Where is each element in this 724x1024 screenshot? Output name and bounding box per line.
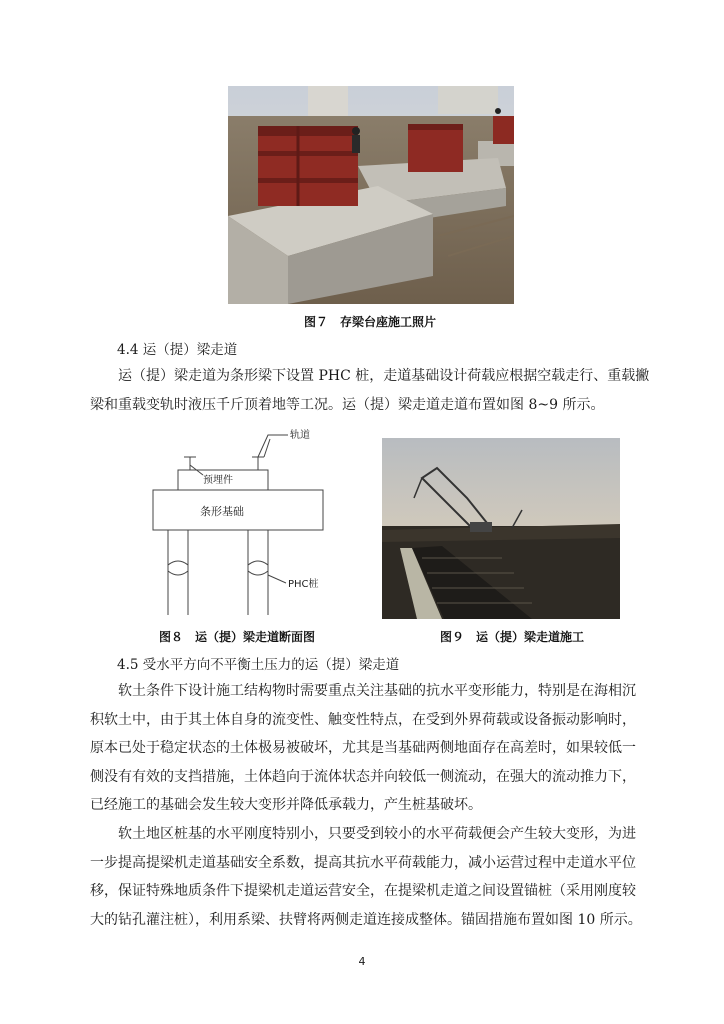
rail-label: 轨道 xyxy=(290,430,310,441)
paragraph-line: 侧没有有效的支挡措施，土体趋向于流体状态并向较低一侧流动，在强大的流动推力下， xyxy=(90,768,636,785)
embedded-part-label: 预埋件 xyxy=(203,475,233,486)
paragraph-line: 软土地区桩基的水平刚度特别小，只要受到较小的水平荷载便会产生较大变形，为进 xyxy=(118,826,636,842)
figure-7-photo xyxy=(228,86,514,304)
figure-9-caption: 图９ 运（提）梁走道施工 xyxy=(440,630,585,644)
section-4-4-heading: 4.4 运（提）梁走道 xyxy=(117,342,238,358)
page-number: 4 xyxy=(358,955,366,968)
figure-7-caption: 图７ 存梁台座施工照片 xyxy=(304,315,437,329)
paragraph-line: 已经施工的基础会发生较大变形并降低承载力，产生桩基破坏。 xyxy=(90,797,482,814)
foundation-label: 条形基础 xyxy=(200,505,244,518)
paragraph-line: 大的钻孔灌注桩），利用系梁、扶臂将两侧走道连接成整体。锚固措施布置如图 10 所示。 xyxy=(90,911,642,928)
paragraph-line: 原本已处于稳定状态的土体极易被破坏，尤其是当基础两侧地面存在高差时，如果较低一 xyxy=(90,740,636,757)
section-4-5-paragraph-2 xyxy=(90,820,642,934)
section-4-5-heading: 4.5 受水平方向不平衡土压力的运（提）梁走道 xyxy=(117,657,400,673)
paragraph-line: 积软土中，由于其土体自身的流变性、触变性特点，在受到外界荷载或设备振动影响时， xyxy=(90,711,636,728)
paragraph-line: 一步提高提梁机走道基础安全系数，提高其抗水平荷载能力，减小运营过程中走道水平位 xyxy=(90,854,636,871)
figure-9-photo xyxy=(382,438,620,619)
figure-8-diagram xyxy=(148,425,340,620)
pile-label: PHC桩 xyxy=(288,579,319,590)
section-4-5-paragraph-1 xyxy=(90,677,636,820)
paragraph-line: 运（提）梁走道为条形梁下设置 PHC 桩，走道基础设计荷载应根据空载走行、重载撇 xyxy=(118,368,650,384)
section-4-4-paragraph xyxy=(90,362,650,419)
paragraph-line: 梁和重载变轨时液压千斤顶着地等工况。运（提）梁走道走道布置如图 8~9 所示。 xyxy=(90,396,605,413)
figure-8-caption: 图８ 运（提）梁走道断面图 xyxy=(159,630,316,644)
paragraph-line: 软土条件下设计施工结构物时需要重点关注基础的抗水平变形能力，特别是在海相沉 xyxy=(118,683,636,699)
paragraph-line: 移，保证特殊地质条件下提梁机走道运营安全，在提梁机走道之间设置锚桩（采用刚度较 xyxy=(90,883,636,900)
